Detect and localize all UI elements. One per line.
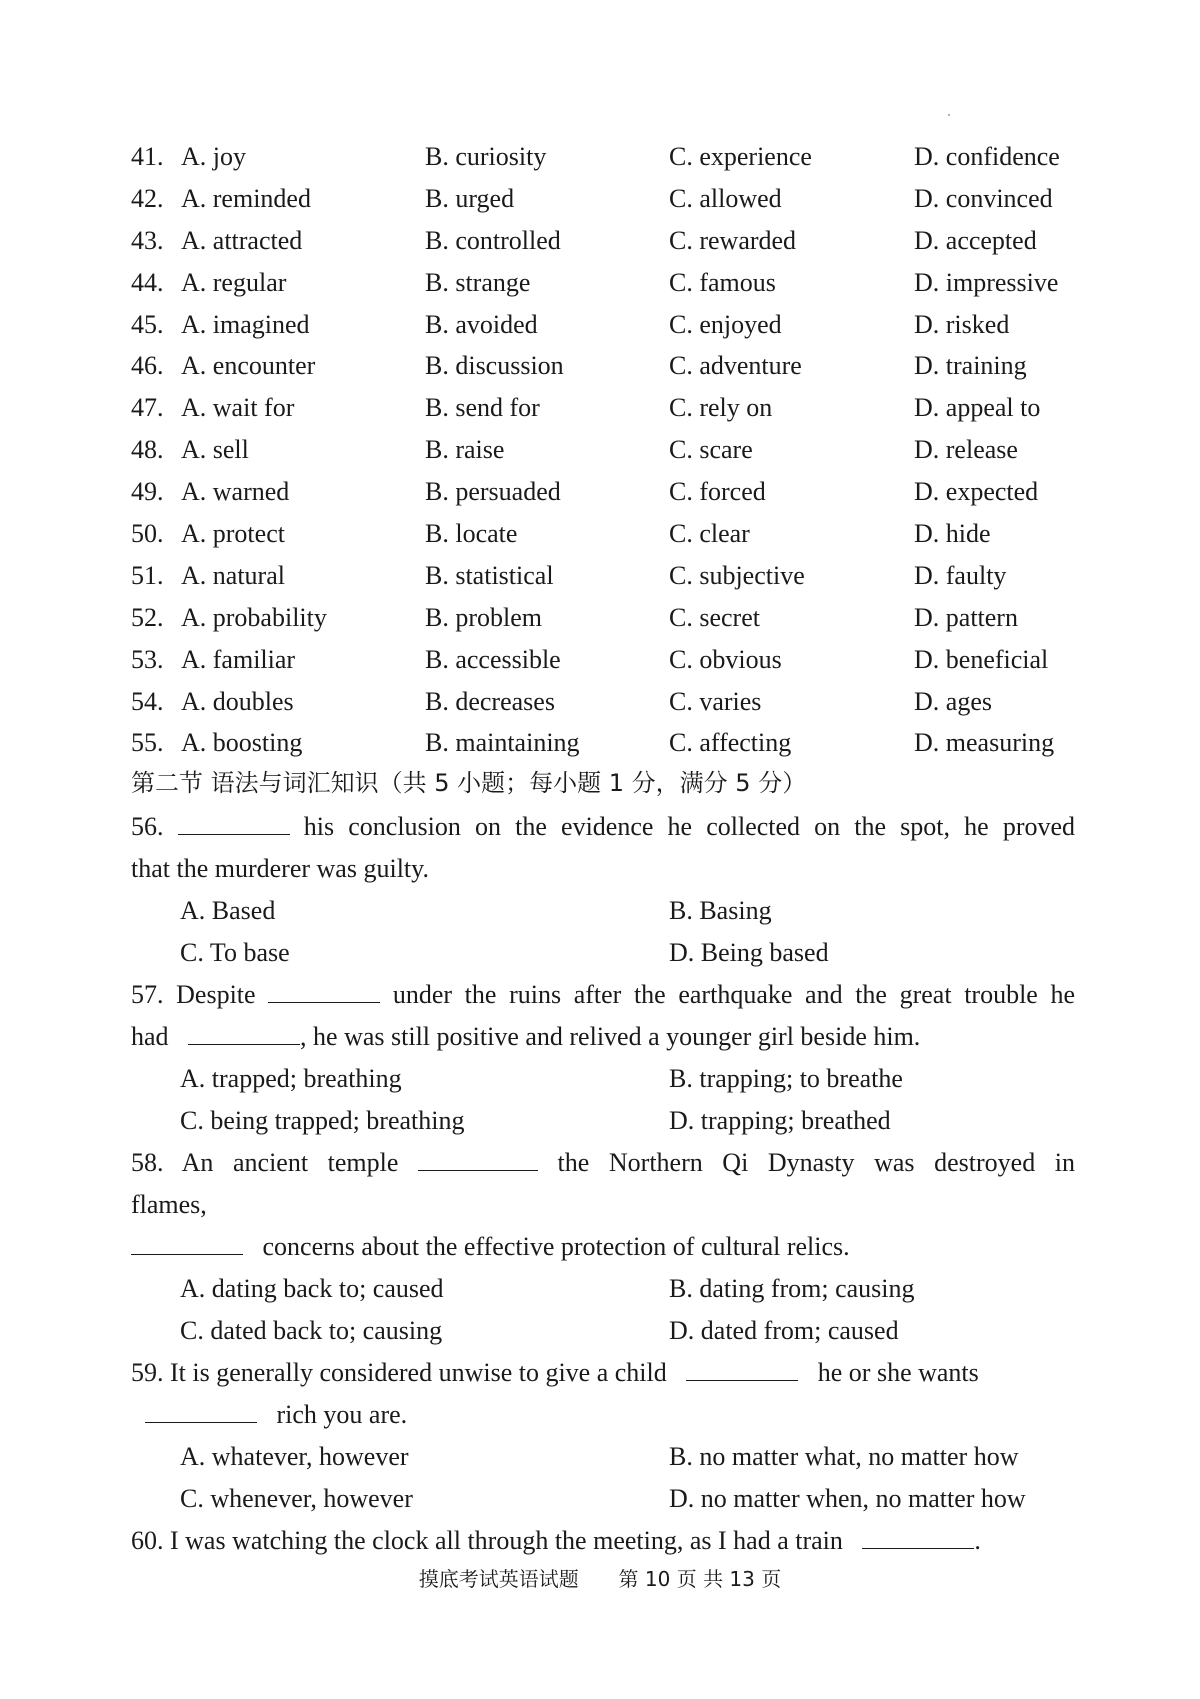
question-row-47 [131,387,1091,429]
question-number: 45. [131,309,164,339]
question-row-45 [131,304,1091,346]
option-c: C. famous [669,267,776,297]
option-d: D. appeal to [914,393,1041,423]
option-a: A. sell [181,435,249,465]
question-58-option-c: C. dated back to; causing [180,1316,443,1345]
question-number: 52. [131,602,164,632]
question-59-option-a: A. whatever, however [180,1442,409,1471]
answer-blank [268,982,380,1003]
question-58-line1 [131,1142,1075,1184]
page-footer [0,1564,1200,1594]
question-56-option-c: C. To base [180,938,290,967]
question-text: , he was still positive and relived a younger girl beside him. [300,1022,921,1051]
question-57-option-a: A. trapped; breathing [180,1064,402,1093]
question-row-55 [131,722,1091,764]
option-d: D. training [914,351,1027,381]
question-text: under the ruins after the earthquake and the great trouble he [392,980,1076,1009]
answer-blank [418,1150,538,1171]
question-row-42 [131,178,1091,220]
option-d: D. convinced [914,183,1053,213]
answer-blank [188,1024,300,1045]
option-d: D. expected [914,477,1039,507]
answer-blank [686,1360,798,1381]
question-row-46 [131,345,1091,387]
question-number: 50. [131,519,164,549]
question-number: 51. [131,560,164,590]
option-a: A. warned [181,477,290,507]
option-b: B. strange [425,267,531,297]
option-c: C. affecting [669,728,792,758]
question-57-line1 [131,974,1075,1016]
question-58-option-d: D. dated from; caused [669,1316,899,1345]
option-a: A. encounter [181,351,316,381]
option-c: C. forced [669,477,766,507]
option-a: A. probability [181,602,327,632]
option-c: C. adventure [669,351,802,381]
option-a: A. familiar [181,644,296,674]
question-number: 41. [131,142,164,171]
option-c: C. scare [669,435,753,465]
option-a: A. regular [181,267,287,297]
question-text: the Northern Qi Dynasty was destroyed in [557,1148,1075,1177]
question-58-option-b: B. dating from; causing [669,1274,915,1303]
question-58-line3 [131,1226,850,1268]
question-row-53 [131,639,1091,681]
question-row-41 [131,136,1091,178]
option-b: B. avoided [425,309,538,339]
option-d: D. pattern [914,602,1018,632]
scan-speck [948,114,950,116]
question-end: . [974,1526,981,1555]
answer-blank [131,1234,243,1255]
option-d: D. confidence [914,142,1060,171]
option-a: A. wait for [181,393,295,423]
question-56-option-a: A. Based [180,896,276,925]
question-row-54 [131,681,1091,723]
option-b: B. controlled [425,225,561,255]
option-b: B. accessible [425,644,561,674]
question-number: 43. [131,225,164,255]
option-a: A. natural [181,560,285,590]
option-b: B. persuaded [425,477,561,507]
question-text: had [131,1022,169,1051]
question-number: 46. [131,351,164,381]
question-row-49 [131,471,1091,513]
question-number: 56. [131,812,164,841]
question-57-line2 [131,1016,920,1058]
option-c: C. enjoyed [669,309,782,339]
vocab-options-list [131,136,1091,764]
question-57-option-b: B. trapping; to breathe [669,1064,903,1093]
question-number: 48. [131,435,164,465]
question-row-52 [131,597,1091,639]
option-a: A. attracted [181,225,303,255]
question-number: 42. [131,183,164,213]
option-b: B. raise [425,435,505,465]
question-60-line1 [131,1520,981,1562]
answer-blank [178,814,290,835]
option-d: D. release [914,435,1018,465]
question-row-51 [131,555,1091,597]
option-b: B. urged [425,183,515,213]
question-56-option-d: D. Being based [669,938,829,967]
option-c: C. clear [669,519,750,549]
question-59-line2 [145,1394,407,1436]
question-text: 59. It is generally considered unwise to give a child [131,1358,667,1387]
option-a: A. reminded [181,183,311,213]
option-d: D. accepted [914,225,1037,255]
option-b: B. statistical [425,560,554,590]
option-d: D. faulty [914,560,1007,590]
option-a: A. joy [181,142,246,171]
question-56-line2: that the murderer was guilty. [131,854,429,883]
option-c: C. rely on [669,393,773,423]
option-c: C. experience [669,142,812,171]
question-text: 57. Despite [131,980,256,1009]
question-57-option-c: C. being trapped; breathing [180,1106,465,1135]
question-text: he or she wants [817,1358,979,1387]
option-d: D. impressive [914,267,1059,297]
option-b: B. decreases [425,686,555,716]
option-a: A. boosting [181,728,303,758]
option-a: A. imagined [181,309,310,339]
question-text: rich you are. [276,1400,408,1429]
footer-page-number: 第 10 页 共 13 页 [618,1567,782,1591]
question-56-line1 [131,806,1075,848]
question-57-option-d: D. trapping; breathed [669,1106,891,1135]
option-b: B. send for [425,393,540,423]
question-59-option-d: D. no matter when, no matter how [669,1484,1026,1513]
question-number: 55. [131,728,164,758]
question-row-43 [131,220,1091,262]
footer-exam-title: 摸底考试英语试题 [418,1567,579,1591]
question-row-50 [131,513,1091,555]
section-heading: 第二节 语法与词汇知识（共 5 小题；每小题 1 分，满分 5 分） [131,769,807,797]
question-text: 60. I was watching the clock all through the meeting, as I had a train [131,1526,843,1555]
option-c: C. rewarded [669,225,797,255]
question-number: 49. [131,477,164,507]
option-b: B. locate [425,519,518,549]
question-row-48 [131,429,1091,471]
option-d: D. measuring [914,728,1055,758]
question-number: 47. [131,393,164,423]
question-58-line2: flames, [131,1190,207,1219]
option-c: C. allowed [669,183,782,213]
answer-blank [862,1528,974,1549]
option-d: D. hide [914,519,991,549]
question-number: 44. [131,267,164,297]
question-text: concerns about the effective protection of cultural relics. [262,1232,850,1261]
option-d: D. risked [914,309,1010,339]
question-59-option-c: C. whenever, however [180,1484,413,1513]
option-a: A. protect [181,519,285,549]
option-c: C. varies [669,686,762,716]
option-b: B. maintaining [425,728,580,758]
question-text: 58. An ancient temple [131,1148,399,1177]
answer-blank [145,1402,257,1423]
option-c: C. secret [669,602,760,632]
option-b: B. curiosity [425,142,547,171]
question-number: 53. [131,644,164,674]
question-text: his conclusion on the evidence he collected on the spot, he proved [303,812,1076,841]
question-56-option-b: B. Basing [669,896,772,925]
option-c: C. obvious [669,644,782,674]
option-d: D. beneficial [914,644,1049,674]
question-58-option-a: A. dating back to; caused [180,1274,444,1303]
question-row-44 [131,262,1091,304]
question-59-line1 [131,1352,979,1394]
option-b: B. problem [425,602,542,632]
option-b: B. discussion [425,351,564,381]
question-59-option-b: B. no matter what, no matter how [669,1442,1019,1471]
option-c: C. subjective [669,560,805,590]
option-a: A. doubles [181,686,294,716]
option-d: D. ages [914,686,992,716]
question-number: 54. [131,686,164,716]
